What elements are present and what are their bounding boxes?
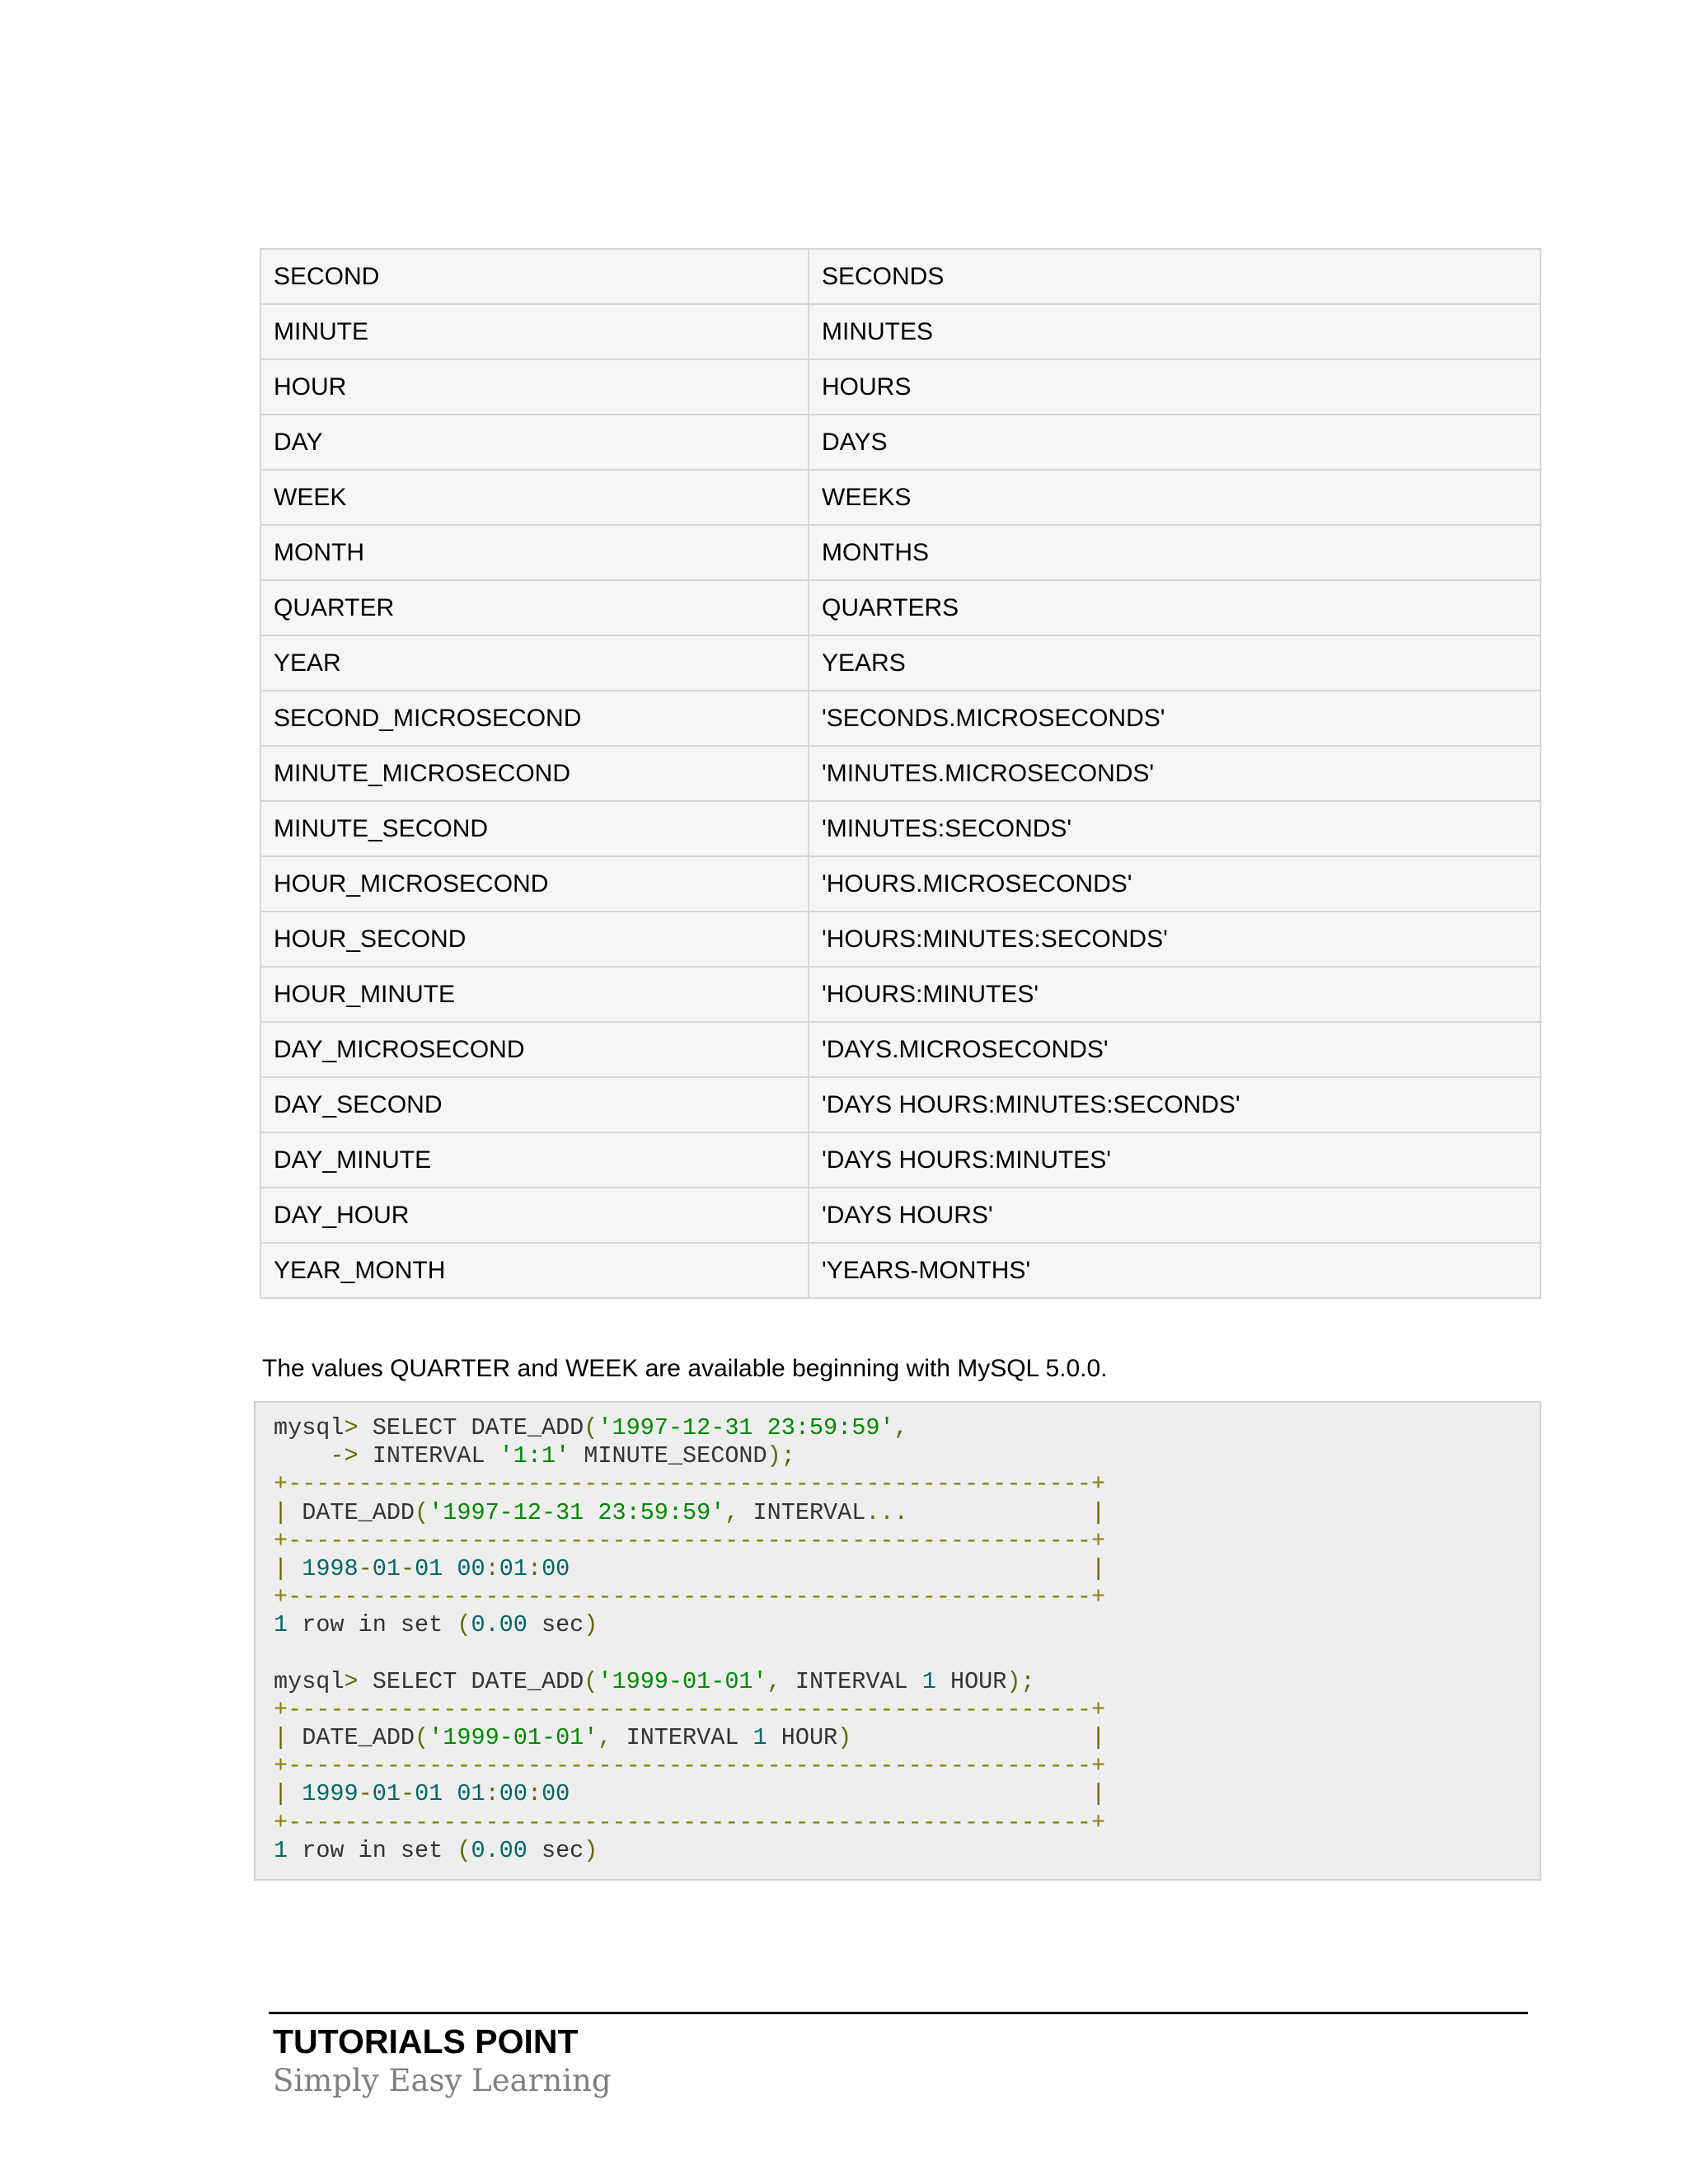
unit-cell: WEEK (260, 470, 809, 525)
version-note: The values QUARTER and WEEK are available beginning with MySQL 5.0.0. (262, 1355, 1108, 1382)
code-line: +---------------------------------------------------------+ (274, 1752, 1106, 1780)
expected-format-cell: 'HOURS:MINUTES:SECONDS' (809, 912, 1540, 967)
code-line: mysql> SELECT DATE_ADD('1997-12-31 23:59:59', (274, 1414, 908, 1441)
unit-cell: YEAR_MONTH (260, 1243, 809, 1298)
unit-cell: HOUR_MINUTE (260, 967, 809, 1022)
code-line: | 1999-01-01 01:00:00 | (274, 1780, 1106, 1808)
unit-cell: MINUTE_SECOND (260, 801, 809, 856)
code-line: +---------------------------------------------------------+ (274, 1470, 1106, 1498)
table-row (260, 635, 1540, 691)
table-row (260, 1243, 1540, 1298)
unit-cell: QUARTER (260, 580, 809, 635)
expected-format-cell: DAYS (809, 415, 1540, 470)
code-line: -> INTERVAL '1:1' MINUTE_SECOND); (330, 1442, 795, 1470)
unit-cell: YEAR (260, 635, 809, 691)
expected-format-cell: QUARTERS (809, 580, 1540, 635)
table-row (260, 1188, 1540, 1243)
expected-format-cell: 'HOURS.MICROSECONDS' (809, 856, 1540, 912)
unit-cell: HOUR_MICROSECOND (260, 856, 809, 912)
code-line: | DATE_ADD('1997-12-31 23:59:59', INTERVAL... | (274, 1498, 1106, 1526)
expected-format-cell: 'HOURS:MINUTES' (809, 967, 1540, 1022)
table-row (260, 470, 1540, 525)
footer-brand: TUTORIALS POINT (273, 2022, 579, 2060)
expected-format-cell: 'DAYS HOURS:MINUTES:SECONDS' (809, 1077, 1540, 1132)
expected-format-cell: 'MINUTES:SECONDS' (809, 801, 1540, 856)
table-row (260, 525, 1540, 580)
unit-cell: MINUTE_MICROSECOND (260, 746, 809, 801)
footer-divider (269, 2012, 1528, 2014)
expected-format-cell: 'YEARS-MONTHS' (809, 1243, 1540, 1298)
expected-format-cell: MINUTES (809, 304, 1540, 359)
expected-format-cell: 'SECONDS.MICROSECONDS' (809, 691, 1540, 746)
table-row (260, 415, 1540, 470)
code-line: 1 row in set (0.00 sec) (274, 1836, 598, 1864)
code-line: mysql> SELECT DATE_ADD('1999-01-01', INTERVAL 1 HOUR); (274, 1667, 1035, 1695)
code-line: +---------------------------------------------------------+ (274, 1526, 1106, 1554)
unit-cell: DAY_MICROSECOND (260, 1022, 809, 1077)
table-row (260, 856, 1540, 912)
unit-cell: DAY_SECOND (260, 1077, 809, 1132)
table-row (260, 746, 1540, 801)
code-listing (274, 1414, 1105, 1865)
table-row (260, 359, 1540, 415)
expected-format-cell: MONTHS (809, 525, 1540, 580)
code-line (274, 1640, 1105, 1668)
footer-tagline: Simply Easy Learning (273, 2063, 612, 2098)
unit-cell: HOUR (260, 359, 809, 415)
table-row (260, 967, 1540, 1022)
unit-cell: SECOND (260, 249, 809, 304)
table-row (260, 912, 1540, 967)
unit-cell: DAY_MINUTE (260, 1132, 809, 1188)
expected-format-cell: SECONDS (809, 249, 1540, 304)
unit-cell: MONTH (260, 525, 809, 580)
unit-cell: SECOND_MICROSECOND (260, 691, 809, 746)
code-line: +---------------------------------------------------------+ (274, 1583, 1106, 1611)
expected-format-cell: 'MINUTES.MICROSECONDS' (809, 746, 1540, 801)
table-row (260, 1022, 1540, 1077)
expected-format-cell: HOURS (809, 359, 1540, 415)
expected-format-cell: WEEKS (809, 470, 1540, 525)
unit-cell: MINUTE (260, 304, 809, 359)
table-row (260, 580, 1540, 635)
code-line: | 1998-01-01 00:01:00 | (274, 1554, 1106, 1582)
code-example-block (254, 1401, 1541, 1881)
table-row (260, 249, 1540, 304)
expected-format-cell: 'DAYS HOURS:MINUTES' (809, 1132, 1540, 1188)
expected-format-cell: 'DAYS.MICROSECONDS' (809, 1022, 1540, 1077)
table-row (260, 691, 1540, 746)
code-line: +---------------------------------------------------------+ (274, 1695, 1106, 1723)
table-row (260, 304, 1540, 359)
unit-cell: HOUR_SECOND (260, 912, 809, 967)
table-row (260, 1132, 1540, 1188)
code-line: 1 row in set (0.00 sec) (274, 1611, 598, 1639)
expected-format-cell: 'DAYS HOURS' (809, 1188, 1540, 1243)
unit-cell: DAY_HOUR (260, 1188, 809, 1243)
code-line: +---------------------------------------------------------+ (274, 1808, 1106, 1836)
expected-format-cell: YEARS (809, 635, 1540, 691)
interval-unit-table (260, 248, 1541, 1299)
interval-table-body (260, 249, 1540, 1298)
table-row (260, 801, 1540, 856)
code-line: | DATE_ADD('1999-01-01', INTERVAL 1 HOUR) | (274, 1724, 1106, 1752)
table-row (260, 1077, 1540, 1132)
unit-cell: DAY (260, 415, 809, 470)
